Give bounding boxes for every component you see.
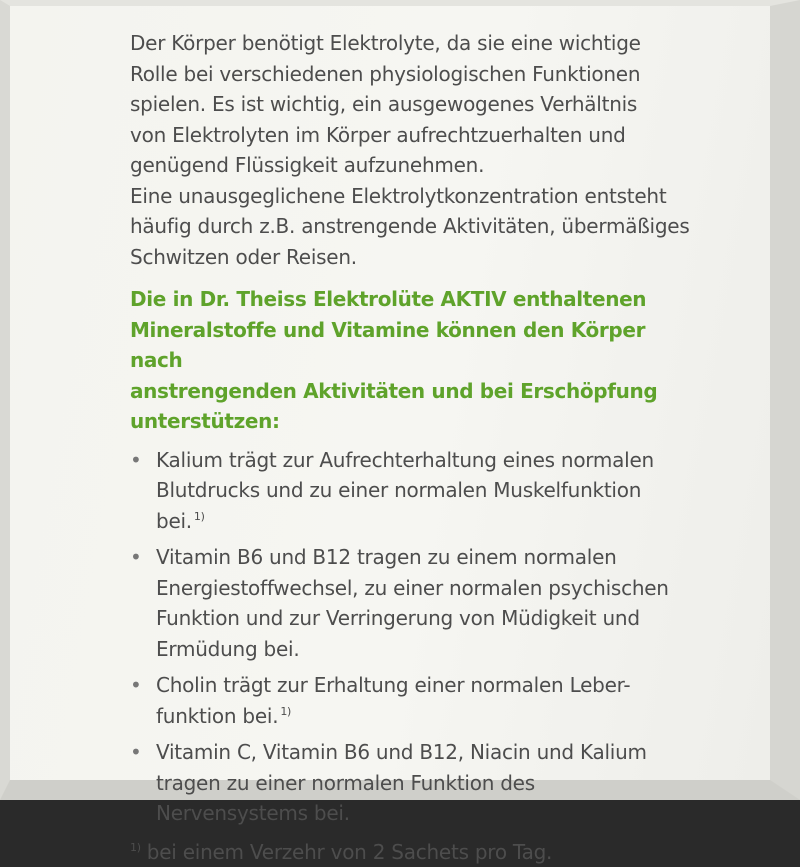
highlight-heading bbox=[130, 284, 690, 437]
product-text bbox=[130, 28, 690, 867]
benefit-line: Ermüdung bei. bbox=[156, 636, 300, 661]
benefit-line: tragen zu einer normalen Funktion des bbox=[156, 770, 535, 795]
benefit-kalium bbox=[130, 445, 690, 537]
highlight-line: Die in Dr. Theiss Elektrolüte AKTIV enthaltenen bbox=[130, 287, 647, 311]
benefit-cholin bbox=[130, 670, 690, 731]
intro-paragraph bbox=[130, 28, 690, 272]
footnote-ref: 1) bbox=[280, 704, 292, 718]
intro-line: spielen. Es ist wichtig, ein ausgewogenes Verhältnis bbox=[130, 92, 638, 116]
benefit-line: Funktion und zur Verringerung von Müdigkeit und bbox=[156, 606, 640, 630]
benefit-line: funktion bei. bbox=[156, 703, 279, 728]
highlight-line: anstrengenden Aktivitäten und bei Erschöpfung bbox=[130, 378, 658, 403]
benefit-line: Vitamin C, Vitamin B6 und B12, Niacin und Kalium bbox=[156, 740, 647, 764]
highlight-line: unterstützen: bbox=[130, 409, 280, 433]
intro-line: genügend Flüssigkeit aufzunehmen. bbox=[130, 153, 485, 177]
benefit-line: Blutdrucks und zu einer normalen Muskelfunktion bei. bbox=[156, 478, 642, 533]
bullet-icon: • bbox=[130, 673, 142, 697]
intro-line: Der Körper benötigt Elektrolyte, da sie eine wichtige bbox=[130, 31, 641, 55]
benefit-line: Vitamin B6 und B12 tragen zu einem normalen bbox=[156, 545, 617, 569]
intro-line: häufig durch z.B. anstrengende Aktivitäten, übermäßiges bbox=[130, 214, 690, 238]
benefit-line: Nervensystems bei. bbox=[156, 801, 350, 825]
benefit-list bbox=[130, 445, 690, 829]
benefit-line: Energiestoffwechsel, zu einer normalen psychischen bbox=[156, 575, 669, 600]
benefit-line: Cholin trägt zur Erhaltung einer normalen Leber- bbox=[156, 673, 631, 697]
intro-line: Schwitzen oder Reisen. bbox=[130, 244, 357, 269]
footnote-text: bei einem Verzehr von 2 Sachets pro Tag. bbox=[146, 839, 553, 864]
benefit-line: Kalium trägt zur Aufrechterhaltung eines normalen bbox=[156, 447, 654, 472]
highlight-line: Mineralstoffe und Vitamine können den Körper nach bbox=[130, 317, 646, 372]
footnote-ref: 1) bbox=[193, 509, 205, 523]
benefit-line-with-ref bbox=[156, 475, 690, 536]
bullet-icon: • bbox=[130, 447, 142, 472]
footnote bbox=[130, 837, 690, 867]
intro-line: von Elektrolyten im Körper aufrechtzuerhalten und bbox=[130, 122, 626, 147]
benefit-vitamin-b6-b12 bbox=[130, 542, 690, 664]
intro-line: Rolle bei verschiedenen physiologischen Funktionen bbox=[130, 61, 641, 86]
intro-line: Eine unausgeglichene Elektrolytkonzentration entsteht bbox=[130, 183, 667, 208]
benefit-line-with-ref bbox=[156, 701, 690, 732]
bullet-icon: • bbox=[130, 545, 142, 569]
bullet-icon: • bbox=[130, 740, 142, 764]
footnote-marker: 1) bbox=[130, 840, 141, 854]
benefit-nervensystem bbox=[130, 737, 690, 829]
